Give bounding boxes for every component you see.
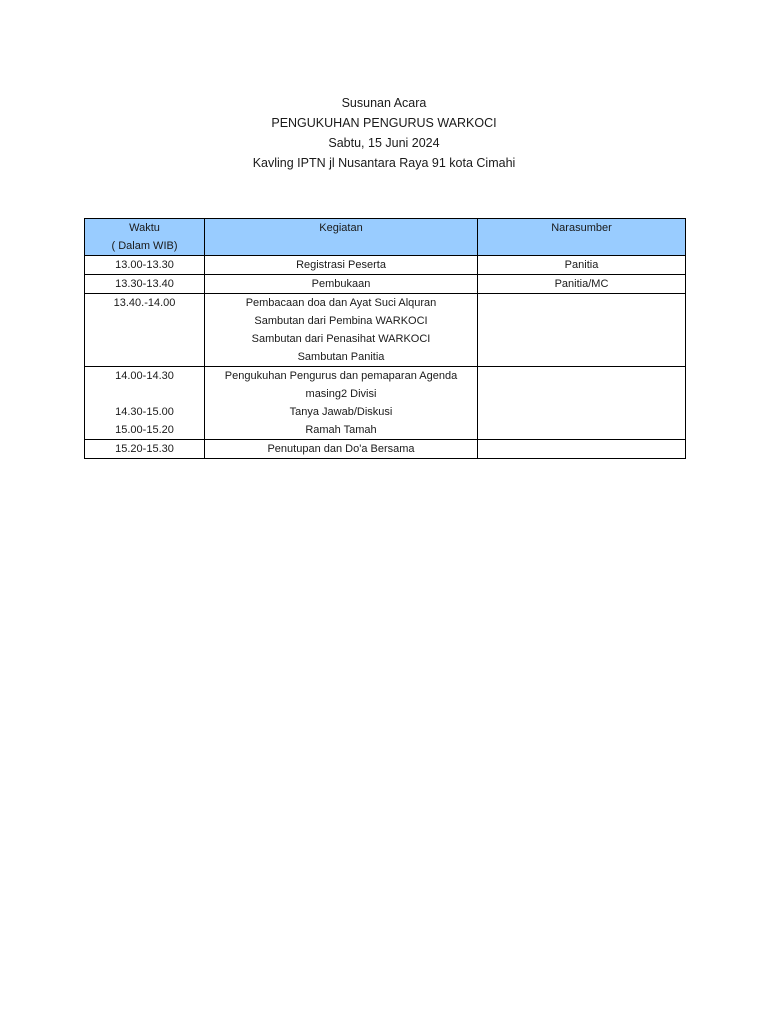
activity-line: Sambutan Panitia — [297, 351, 385, 363]
activity-line: masing2 Divisi — [305, 388, 377, 400]
cell-kegiatan — [205, 294, 478, 367]
cell-waktu — [85, 256, 205, 275]
activity-line: Pengukuhan Pengurus dan pemaparan Agenda — [224, 370, 458, 382]
activity-line: Penutupan dan Do'a Bersama — [267, 443, 415, 455]
document-header — [0, 93, 768, 173]
time-line: 15.00-15.20 — [115, 424, 174, 436]
cell-narasumber — [478, 440, 686, 459]
activity-line: Sambutan dari Penasihat WARKOCI — [251, 333, 431, 345]
cell-waktu — [85, 275, 205, 294]
time-line: 14.00-14.30 — [115, 370, 174, 382]
schedule-table — [84, 218, 686, 459]
time-line: 14.30-15.00 — [115, 406, 174, 418]
table-row — [85, 440, 686, 459]
time-line: 15.20-15.30 — [115, 443, 174, 455]
header-event-name: PENGUKUHAN PENGURUS WARKOCI — [271, 116, 497, 130]
cell-narasumber: Panitia/MC — [478, 275, 686, 294]
header-location: Kavling IPTN jl Nusantara Raya 91 kota Cimahi — [252, 156, 516, 170]
time-line: 13.30-13.40 — [115, 278, 174, 290]
time-line: 13.00-13.30 — [115, 259, 174, 271]
activity-line: Tanya Jawab/Diskusi — [289, 406, 393, 418]
cell-narasumber: Panitia — [478, 256, 686, 275]
time-line — [87, 385, 202, 403]
activity-line: Pembacaan doa dan Ayat Suci Alquran — [245, 297, 437, 309]
cell-kegiatan — [205, 440, 478, 459]
column-header-waktu-unit: ( Dalam WIB) — [111, 240, 178, 252]
header-title: Susunan Acara — [341, 96, 427, 110]
header-date: Sabtu, 15 Juni 2024 — [328, 136, 440, 150]
column-header-waktu-label: Waktu — [129, 222, 160, 234]
table-row — [85, 294, 686, 367]
activity-line: Registrasi Peserta — [296, 259, 386, 271]
table-row — [85, 367, 686, 440]
activity-line: Ramah Tamah — [305, 424, 377, 436]
cell-kegiatan — [205, 275, 478, 294]
column-header-kegiatan: Kegiatan — [205, 219, 478, 256]
cell-kegiatan — [205, 256, 478, 275]
table-header-row — [85, 219, 686, 256]
activity-line: Pembukaan — [311, 278, 371, 290]
column-header-waktu — [85, 219, 205, 256]
cell-waktu — [85, 294, 205, 367]
cell-narasumber — [478, 294, 686, 367]
table-row — [85, 275, 686, 294]
time-line: 13.40.-14.00 — [113, 297, 176, 309]
cell-narasumber — [478, 367, 686, 440]
cell-waktu — [85, 440, 205, 459]
cell-kegiatan — [205, 367, 478, 440]
activity-line: Sambutan dari Pembina WARKOCI — [254, 315, 428, 327]
table-row — [85, 256, 686, 275]
cell-waktu — [85, 367, 205, 440]
column-header-narasumber: Narasumber — [478, 219, 686, 256]
